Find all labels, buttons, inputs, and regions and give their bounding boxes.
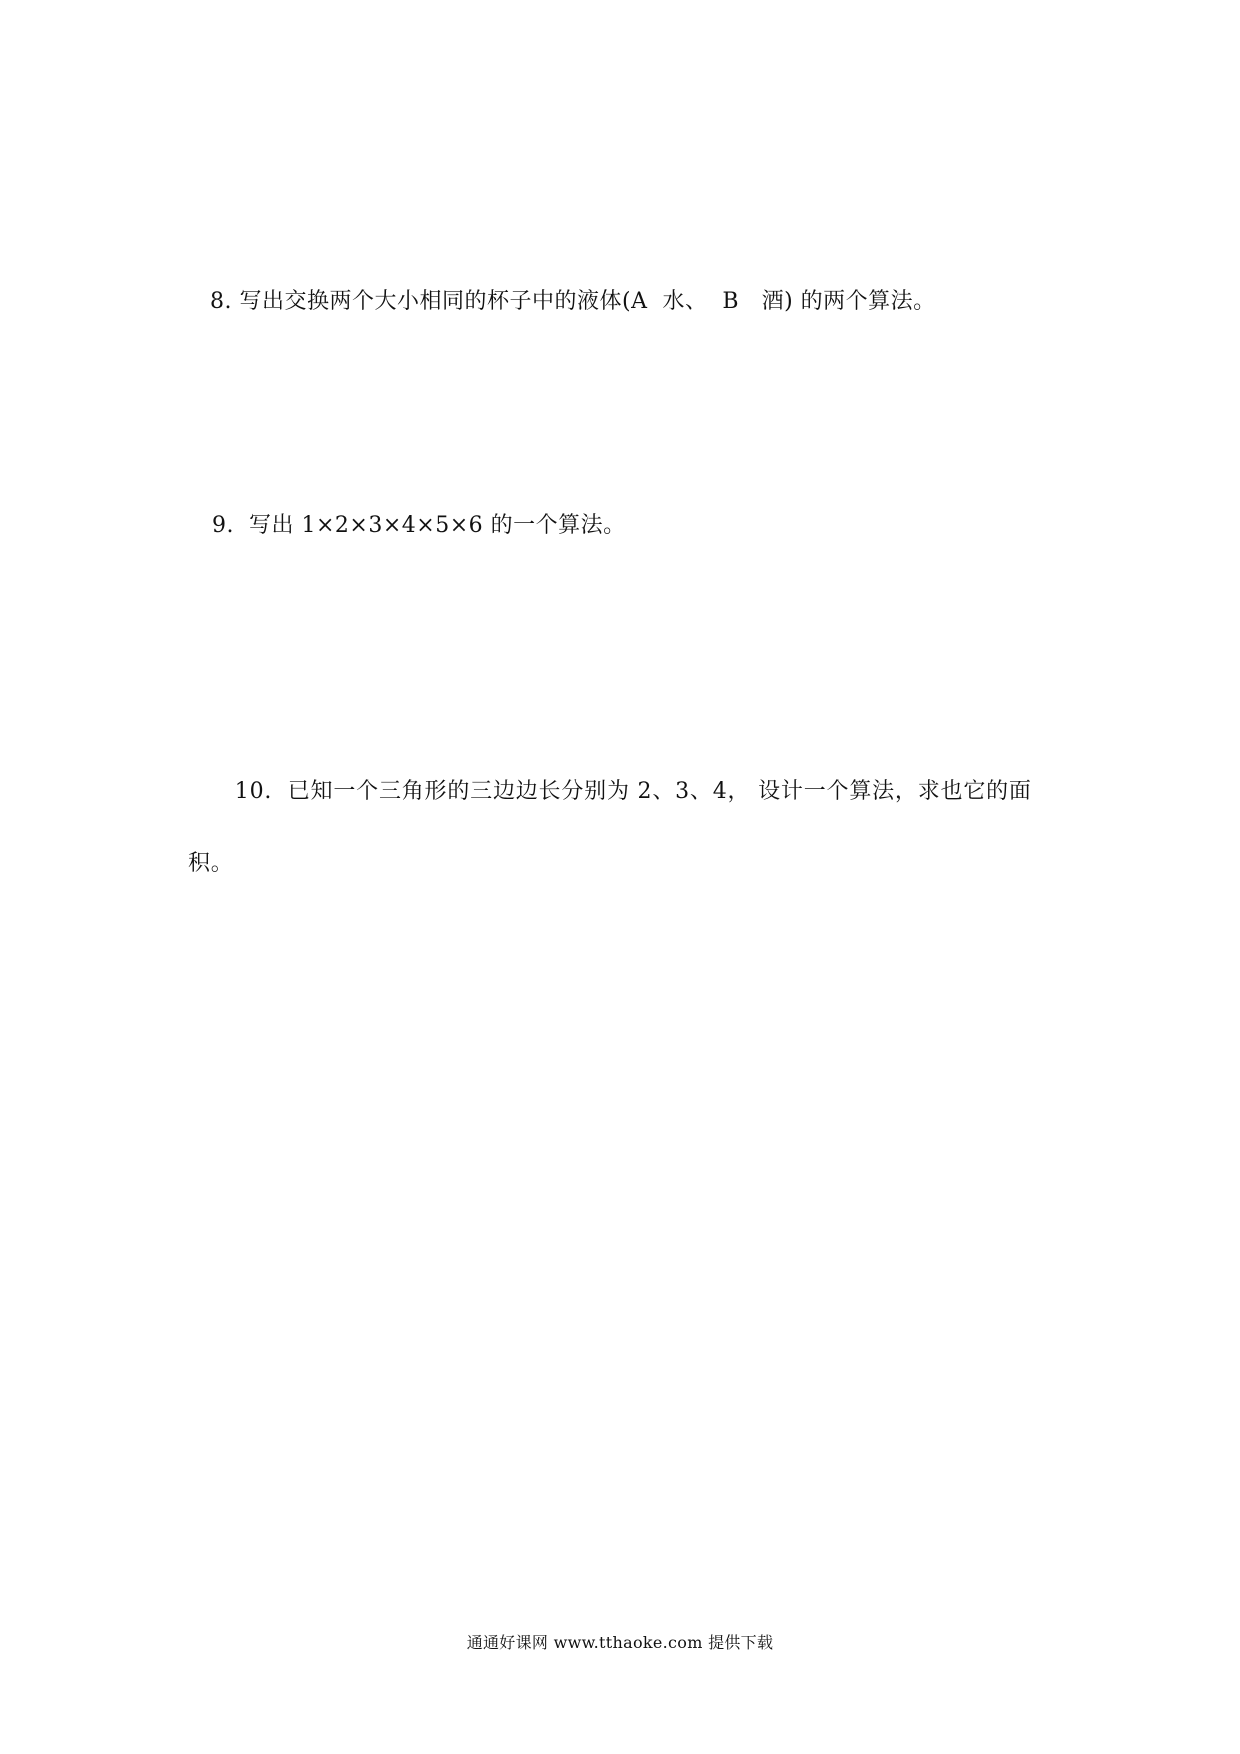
question-10-line-2: 积。 [188,851,234,876]
question-10-line-1: 10. 已知一个三角形的三边边长分别为 2、3、4， 设计一个算法，求也它的面 [219,779,1032,804]
question-9: 9. 写出 1×2×3×4×5×6 的一个算法。 [212,513,626,538]
question-8: 8. 写出交换两个大小相同的杯子中的液体(A 水、 B 酒) 的两个算法。 [210,289,936,314]
question-10 [188,738,1058,954]
page-footer: 通通好课网 www.tthaoke.com 提供下载 [466,1633,774,1652]
